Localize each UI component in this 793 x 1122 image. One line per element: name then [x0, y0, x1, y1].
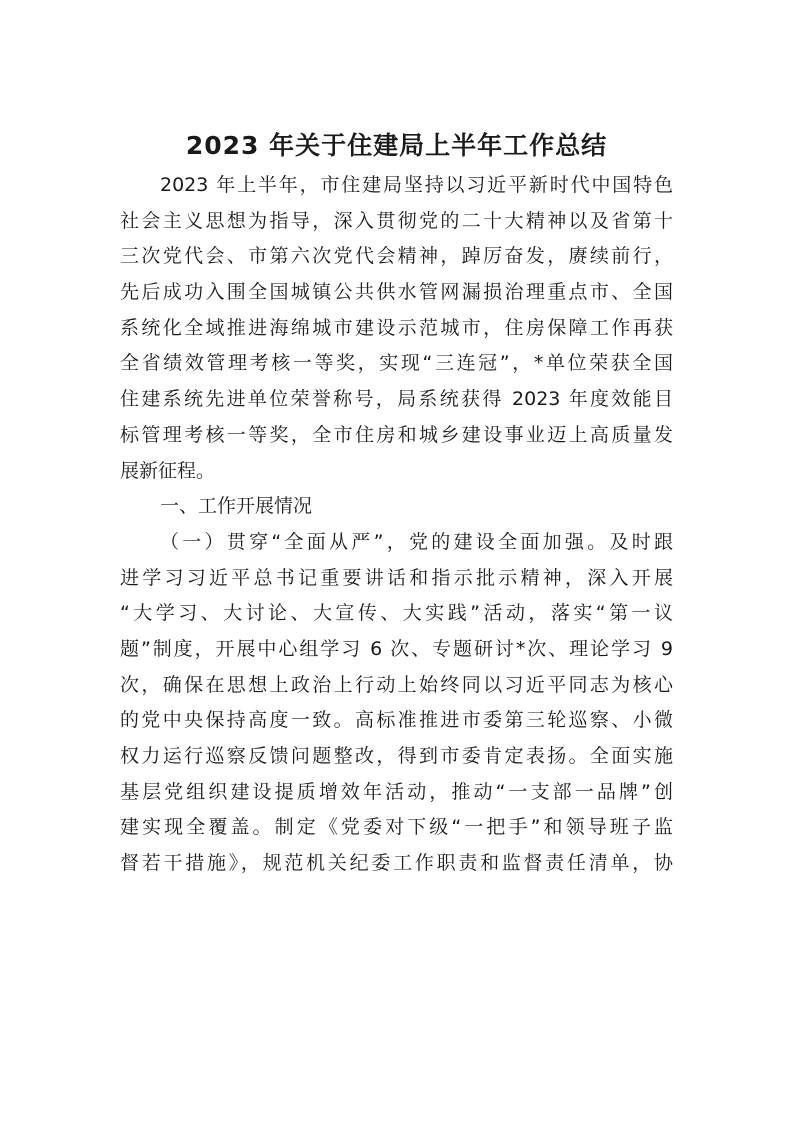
document-title: 2023 年关于住建局上半年工作总结	[185, 131, 608, 160]
text-line: 次，确保在思想上政治上行动上始终同以习近平同志为核心	[120, 673, 673, 696]
text-line: 进学习习近平总书记重要讲话和指示批示精神，深入开展	[120, 566, 673, 589]
text-line: 全省绩效管理考核一等奖，实现“三连冠”，*单位荣获全国	[120, 352, 673, 375]
text-line: 题”制度，开展中心组学习 6 次、专题研讨*次、理论学习 9	[120, 637, 673, 660]
text-line: 系统化全域推进海绵城市建设示范城市，住房保障工作再获	[120, 316, 673, 339]
document-body	[120, 168, 673, 882]
text-line: 先后成功入围全国城镇公共供水管网漏损治理重点市、全国	[120, 281, 673, 304]
text-line: 建实现全覆盖。制定《党委对下级“一把手”和领导班子监	[120, 816, 673, 839]
text-line: 标管理考核一等奖，全市住房和城乡建设事业迈上高质量发	[120, 423, 673, 446]
text-line: 住建系统先进单位荣誉称号，局系统获得 2023 年度效能目	[120, 388, 673, 411]
text-line: 三次党代会、市第六次党代会精神，踔厉奋发，赓续前行，	[120, 245, 673, 268]
text-line: 权力运行巡察反馈问题整改，得到市委肯定表扬。全面实施	[120, 745, 673, 767]
text-line: 社会主义思想为指导，深入贯彻党的二十大精神以及省第十	[120, 209, 673, 232]
text-line: 督若干措施》，规范机关纪委工作职责和监督责任清单，协	[120, 852, 673, 875]
text-line: “大学习、大讨论、大宣传、大实践”活动，落实“第一议	[120, 602, 673, 625]
text-line: 2023 年上半年，市住建局坚持以习近平新时代中国特色	[160, 174, 673, 196]
text-line: 一、工作开展情况	[160, 495, 313, 518]
text-line: 展新征程。	[120, 459, 216, 482]
text-line: 的党中央保持高度一致。高标准推进市委第三轮巡察、小微	[120, 709, 673, 732]
text-line: （一）贯穿“全面从严”，党的建设全面加强。及时跟	[160, 530, 673, 553]
text-line: 基层党组织建设提质增效年活动，推动“一支部一品牌”创	[120, 780, 673, 803]
